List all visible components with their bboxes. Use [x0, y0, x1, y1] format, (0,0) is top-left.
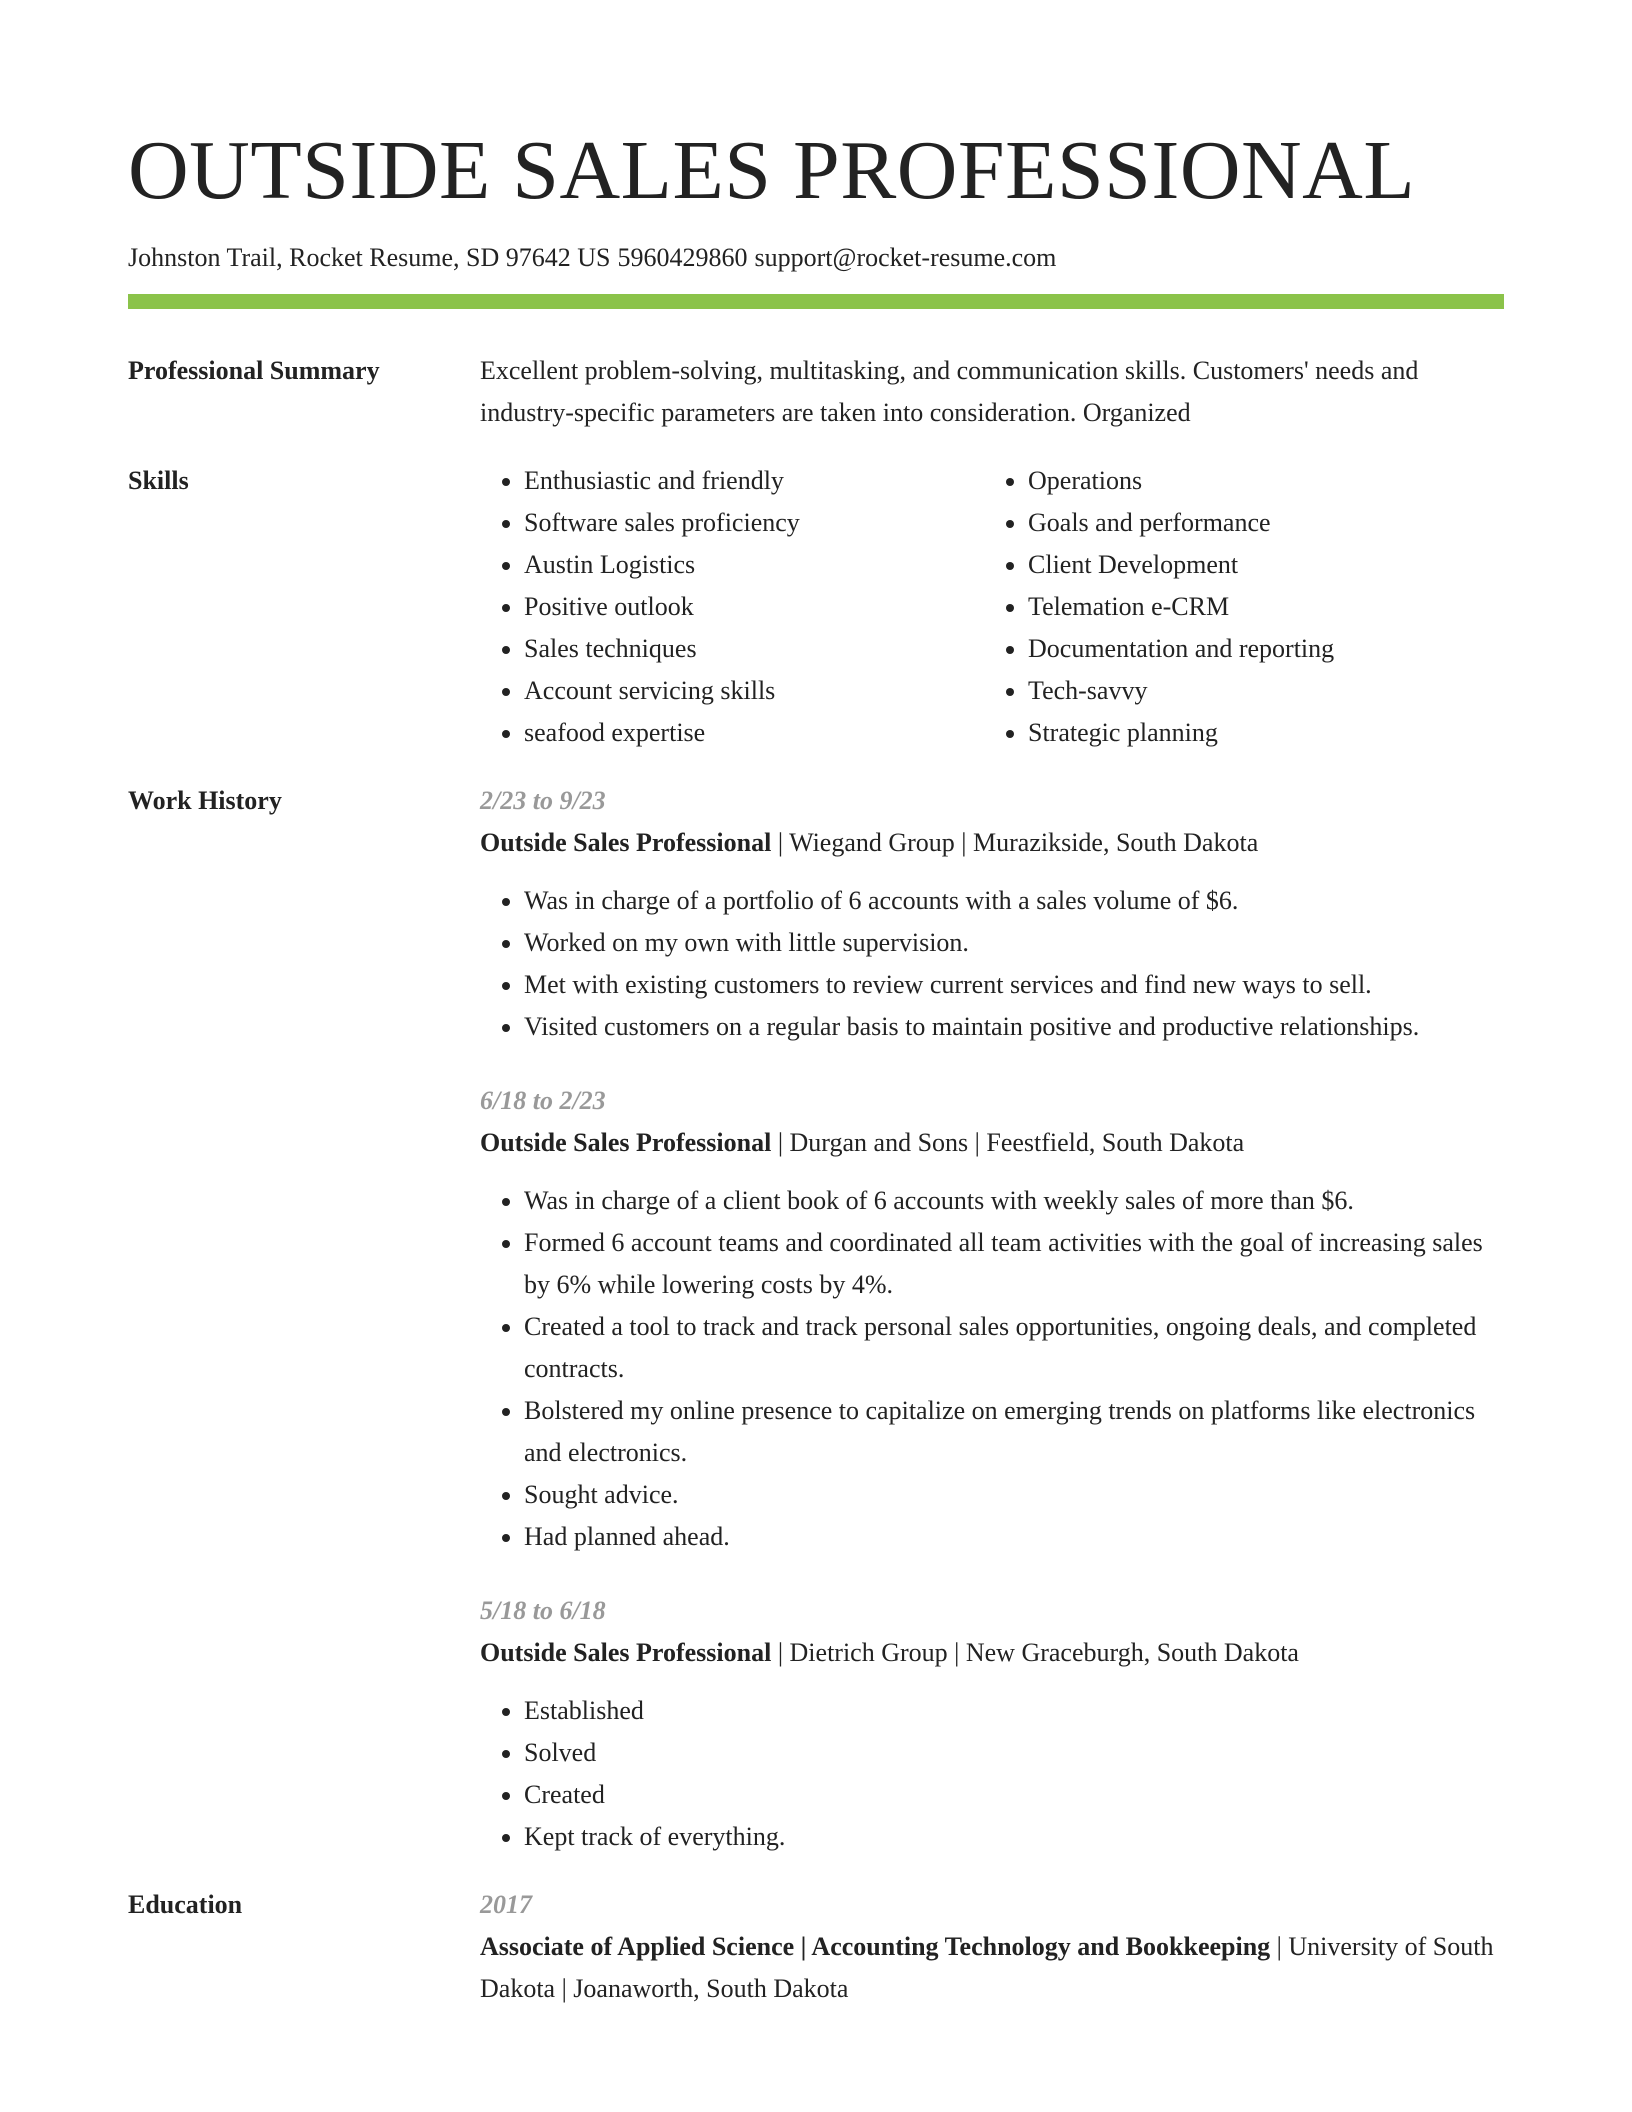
job-title-line	[480, 1632, 1504, 1674]
skills-list-right	[984, 460, 1504, 754]
education-year: 2017	[480, 1890, 532, 1919]
section-title-work-history: Work History	[128, 786, 282, 815]
list-item: • Met with existing customers to review current services and find new ways to sell.	[524, 964, 1504, 1006]
job-position: Outside Sales Professional	[480, 828, 772, 857]
job-bullets	[480, 1690, 1504, 1858]
education-entry	[480, 1884, 1504, 2010]
job-dates: 6/18 to 2/23	[480, 1086, 606, 1115]
list-item: • Formed 6 account teams and coordinated all team activities with the goal of increasing sales by 6% while lowering costs by 4%.	[524, 1222, 1504, 1306]
section-title-summary: Professional Summary	[128, 356, 380, 385]
list-item: • Software sales proficiency	[524, 502, 984, 544]
summary-text: Excellent problem-solving, multitasking, and communication skills. Customers' needs and industry-specific parameters are taken into consideration. Organized	[480, 356, 1419, 427]
list-item: • Positive outlook	[524, 586, 984, 628]
job-entry	[480, 1590, 1504, 1858]
list-item: • Kept track of everything.	[524, 1816, 1504, 1858]
list-item: • Documentation and reporting	[1028, 628, 1504, 670]
education-details: | University of South Dakota | Joanaworth, South Dakota	[480, 1932, 1494, 2003]
job-company-location: | Durgan and Sons | Feestfield, South Dakota	[771, 1128, 1245, 1157]
list-item: • Created a tool to track and track personal sales opportunities, ongoing deals, and completed contracts.	[524, 1306, 1504, 1390]
resume-name: OUTSIDE SALES PROFESSIONAL	[128, 124, 1416, 217]
job-company-location: | Dietrich Group | New Graceburgh, South Dakota	[771, 1638, 1299, 1667]
skills-list-left	[480, 460, 984, 754]
list-item: • seafood expertise	[524, 712, 984, 754]
work-history-list	[480, 780, 1504, 1858]
list-item: • Bolstered my online presence to capitalize on emerging trends on platforms like electronics and electronics.	[524, 1390, 1504, 1474]
contact-line	[128, 242, 1504, 274]
list-item: • Was in charge of a portfolio of 6 accounts with a sales volume of $6.	[524, 880, 1504, 922]
contact-email: support@rocket-resume.com	[754, 243, 1057, 272]
work-history-section	[128, 780, 1504, 1858]
list-item: • Austin Logistics	[524, 544, 984, 586]
list-item: • Goals and performance	[1028, 502, 1504, 544]
job-entry	[480, 780, 1504, 1048]
summary-section	[128, 350, 1504, 434]
list-item: • Account servicing skills	[524, 670, 984, 712]
list-item: • Enthusiastic and friendly	[524, 460, 984, 502]
list-item: • Strategic planning	[1028, 712, 1504, 754]
list-item: • Established	[524, 1690, 1504, 1732]
list-item: • Worked on my own with little supervision.	[524, 922, 1504, 964]
job-bullets	[480, 1180, 1504, 1558]
resume-content	[128, 350, 1504, 2036]
job-dates: 5/18 to 6/18	[480, 1596, 606, 1625]
job-entry	[480, 1080, 1504, 1558]
education-degree-line	[480, 1926, 1504, 2010]
job-company-location: | Wiegand Group | Murazikside, South Dakota	[771, 828, 1259, 857]
list-item: • Operations	[1028, 460, 1504, 502]
section-title-education: Education	[128, 1890, 243, 1919]
list-item: • Visited customers on a regular basis to maintain positive and productive relationships.	[524, 1006, 1504, 1048]
job-title-line	[480, 1122, 1504, 1164]
skills-columns	[480, 460, 1504, 754]
list-item: • Sought advice.	[524, 1474, 1504, 1516]
list-item: • Had planned ahead.	[524, 1516, 1504, 1558]
job-title-line	[480, 822, 1504, 864]
job-bullets	[480, 880, 1504, 1048]
job-position: Outside Sales Professional	[480, 1638, 772, 1667]
job-dates: 2/23 to 9/23	[480, 786, 606, 815]
list-item: • Telemation e-CRM	[1028, 586, 1504, 628]
list-item: • Tech-savvy	[1028, 670, 1504, 712]
education-degree: Associate of Applied Science | Accounting Technology and Bookkeeping	[480, 1932, 1271, 1961]
job-position: Outside Sales Professional	[480, 1128, 772, 1157]
contact-address: Johnston Trail, Rocket Resume, SD 97642 US	[128, 243, 611, 272]
education-section	[128, 1884, 1504, 2010]
list-item: • Sales techniques	[524, 628, 984, 670]
list-item: • Was in charge of a client book of 6 accounts with weekly sales of more than $6.	[524, 1180, 1504, 1222]
resume-header	[128, 124, 1504, 309]
contact-phone: 5960429860	[617, 243, 748, 272]
section-title-skills: Skills	[128, 466, 189, 495]
accent-divider	[128, 294, 1504, 309]
list-item: • Client Development	[1028, 544, 1504, 586]
skills-section	[128, 460, 1504, 754]
list-item: • Solved	[524, 1732, 1504, 1774]
list-item: • Created	[524, 1774, 1504, 1816]
